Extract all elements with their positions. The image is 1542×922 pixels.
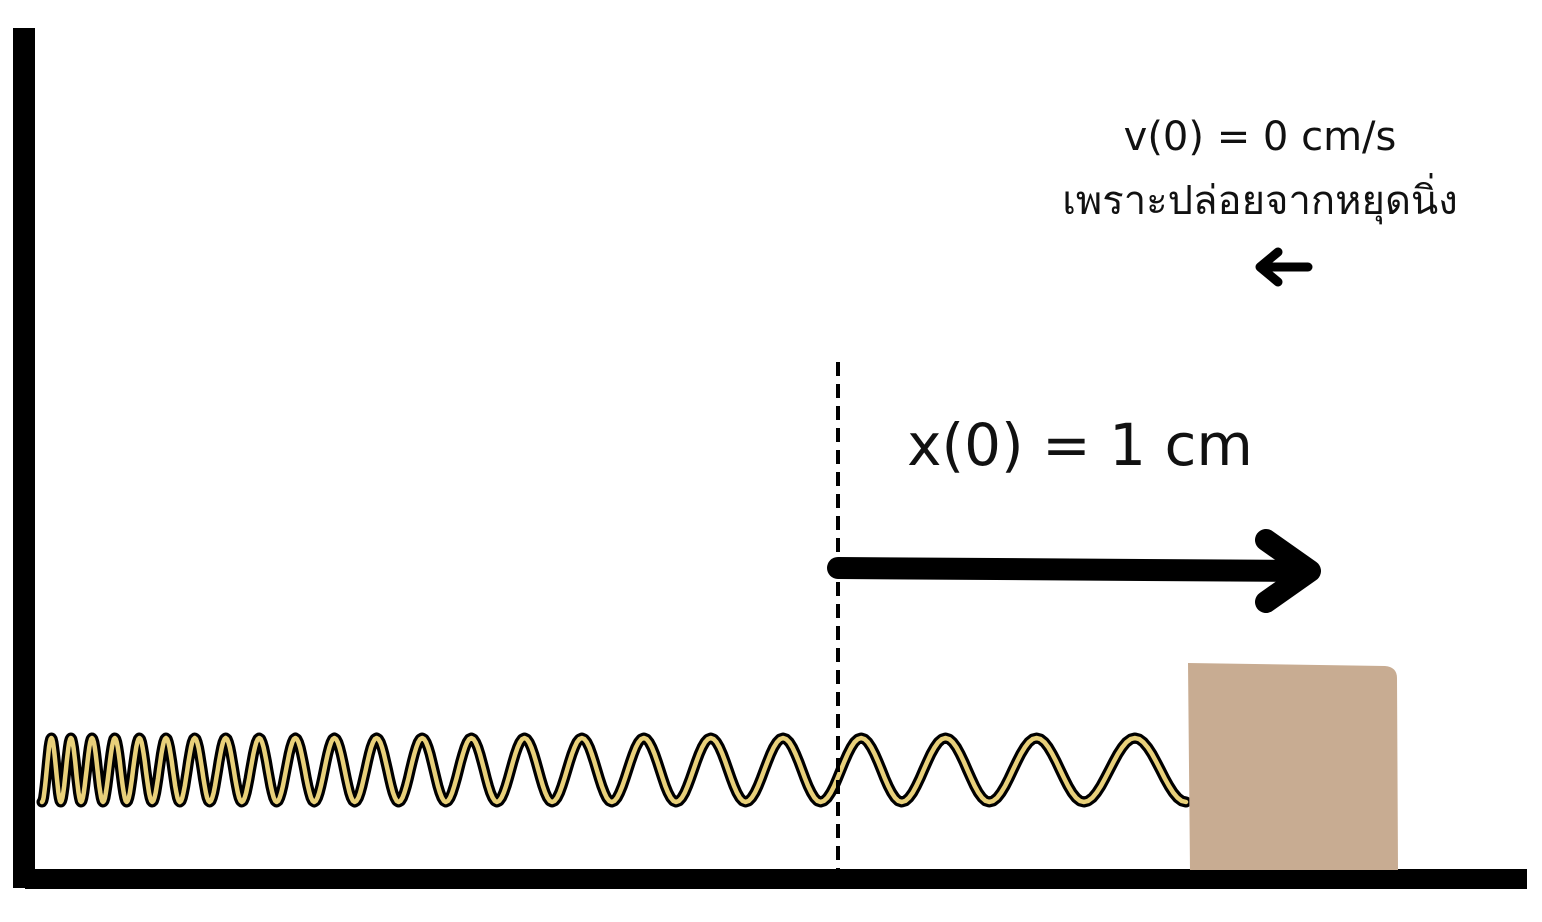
- spring: [42, 738, 1186, 802]
- velocity-equation: v(0) = 0 cm/s: [1123, 114, 1397, 160]
- floor: [25, 869, 1527, 889]
- displacement-equation: x(0) = 1 cm: [907, 411, 1253, 479]
- wall: [13, 28, 35, 888]
- mass-block: [1188, 663, 1398, 870]
- velocity-note: เพราะปล่อยจากหยุดนิ่ง: [1062, 178, 1458, 224]
- displacement-arrow: [838, 540, 1310, 602]
- velocity-arrow: [1260, 252, 1308, 282]
